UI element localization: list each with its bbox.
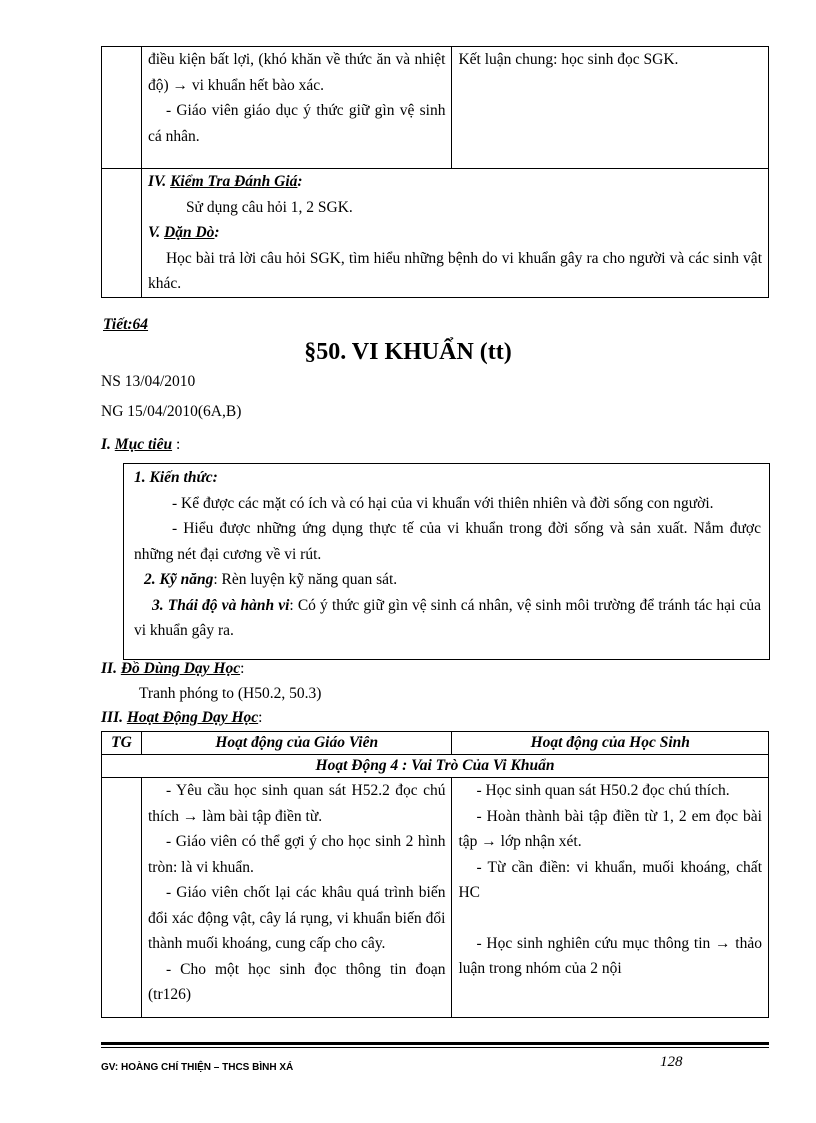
skills-line: 2. Kỹ năng: Rèn luyện kỹ năng quan sát. (144, 571, 398, 588)
objectives-heading: I. Mục tiêu : (101, 436, 181, 453)
header-student: Hoạt động của Học Sinh (452, 732, 769, 755)
teacher-activities (141, 778, 452, 1018)
materials-text: Tranh phóng to (H50.2, 50.3) (139, 685, 322, 702)
evaluation-cell (141, 169, 768, 298)
footer-rule-thin (101, 1047, 769, 1048)
student-step: - Học sinh quan sát H50.2 đọc chú thích. (476, 782, 730, 799)
objectives-box (123, 463, 770, 660)
homework-heading: V. Dặn Dò: (147, 224, 220, 241)
homework-text: Học bài trả lời câu hỏi SGK, tìm hiểu những bệnh do vi khuẩn gây ra cho người và các sinh vật khác. (147, 249, 762, 292)
teacher-step: - Giáo viên có thể gợi ý cho học sinh 2 hình tròn: là vi khuẩn. (147, 833, 446, 876)
student-activities (452, 778, 769, 1018)
ns-date: NS 13/04/2010 (101, 373, 196, 390)
top-continuation-table (101, 46, 769, 298)
student-text: Kết luận chung: học sinh đọc SGK. (458, 51, 679, 68)
evaluation-text: Sử dụng câu hỏi 1, 2 SGK. (185, 198, 353, 216)
tg-cell (102, 778, 142, 1018)
attitude-line: 3. Thái độ và hành vi: Có ý thức giữ gìn vệ sinh cá nhân, vệ sinh môi trường để tránh tác hại của vi khuẩn gây ra. (134, 596, 761, 639)
student-step: - Học sinh nghiên cứu mục thông tin → thảo luận trong nhóm của 2 nội (458, 934, 762, 977)
evaluation-heading: IV. Kiểm Tra Đánh Giá: (147, 173, 303, 190)
lesson-number: Tiết:64 (103, 316, 149, 333)
knowledge-text: - Kể được các mặt có ích và có hại của vi khuẩn với thiên nhiên và đời sống con người. (172, 494, 714, 512)
footer-author: GV: HOÀNG CHÍ THIỆN – THCS BÌNH XÁ (101, 1062, 294, 1073)
teacher-step: - Yêu cầu học sinh quan sát H52.2 đọc chú thích → làm bài tập điền từ. (147, 782, 446, 825)
activity-title: Hoạt Động 4 : Vai Trò Của Vi Khuẩn (102, 755, 769, 778)
activities-heading: III. Hoạt Động Dạy Học: (101, 709, 263, 726)
activities-table (101, 731, 769, 1018)
teacher-cell (141, 47, 452, 169)
student-cell (452, 47, 769, 169)
student-step: - Từ cần điền: vi khuẩn, muối khoáng, chất HC (458, 858, 762, 901)
header-tg: TG (102, 732, 142, 755)
materials-heading: II. Đồ Dùng Dạy Học: (101, 660, 245, 677)
header-teacher: Hoạt động của Giáo Viên (141, 732, 452, 755)
lesson-title: §50. VI KHUẨN (tt) (304, 339, 512, 365)
page-number: 128 (660, 1054, 683, 1070)
teacher-step: - Giáo viên chốt lại các khâu quá trình biến đổi xác động vật, cây lá rụng, vi khuẩn biến đổi thành muối khoáng, cung cấp cho cây. (147, 884, 446, 952)
knowledge-label: 1. Kiến thức: (134, 469, 218, 486)
ng-date: NG 15/04/2010(6A,B) (101, 403, 242, 420)
student-step: - Hoàn thành bài tập điền từ 1, 2 em đọc bài tập → lớp nhận xét. (458, 807, 762, 850)
tg-cell (102, 169, 142, 298)
teacher-step: - Cho một học sinh đọc thông tin đoạn (tr126) (147, 960, 446, 1003)
tg-cell (102, 47, 142, 169)
teacher-text: điều kiện bất lợi, (khó khăn về thức ăn và nhiệt độ) → vi khuẩn hết bào xác. (147, 51, 446, 94)
teacher-text: - Giáo viên giáo dục ý thức giữ gìn vệ sinh cá nhân. (147, 102, 446, 145)
knowledge-text: - Hiểu được những ứng dụng thực tế của vi khuẩn trong đời sống và sản xuất. Nắm được những nét đại cương về vi rút. (134, 520, 761, 563)
footer-rule-thick (101, 1042, 769, 1045)
